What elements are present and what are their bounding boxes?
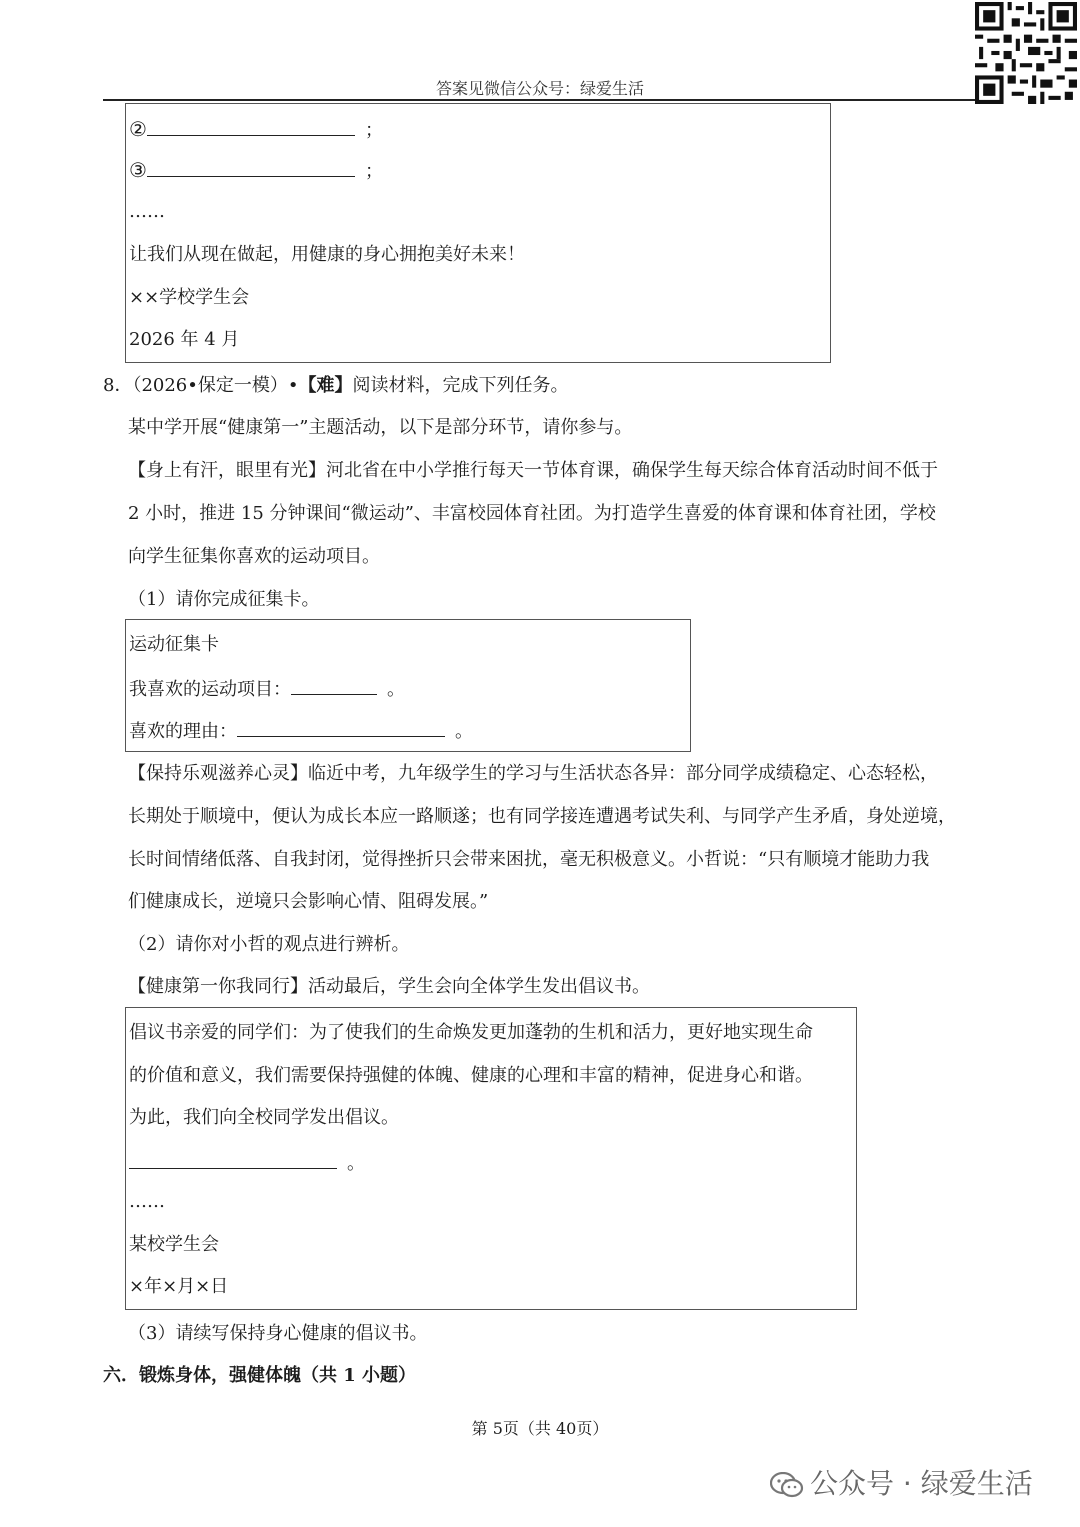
proposal-blank-line: 。: [129, 1150, 365, 1176]
wechat-icon: [770, 1472, 804, 1498]
page-number: 第 5页（共 40页）: [471, 1419, 609, 1438]
proposal-line-2: [129, 117, 383, 143]
difficulty-tag: 【难】: [298, 375, 353, 396]
proposal-line-1: 倡议书亲爱的同学们：为了使我们的生命焕发更加蓬勃的生机和活力，更好地实现生命: [129, 1022, 813, 1043]
proposal-line-3: [129, 158, 383, 184]
answer-blank[interactable]: [237, 718, 445, 737]
material-1-line-3: 向学生征集你喜欢的运动项目。: [128, 546, 380, 567]
sub-question-1: （1）请你完成征集卡。: [128, 589, 320, 610]
page-header: 答案见微信公众号：绿爱生活: [435, 79, 644, 98]
question-8-title: 8．（2026•保定一模）•【难】阅读材料，完成下列任务。: [103, 375, 569, 396]
card-item-line: 我喜欢的运动项目： 。: [129, 676, 405, 702]
material-2-line-3: 长时间情绪低落、自我封闭，觉得挫折只会带来困扰，毫无积极意义。小哲说：“只有顺境才能助力我: [128, 849, 930, 870]
answer-blank[interactable]: [129, 1150, 337, 1169]
answer-blank[interactable]: [291, 676, 377, 695]
proposal-slogan: 让我们从现在做起，用健康的身心拥抱美好未来！: [129, 244, 525, 265]
item-mark-2: ②: [129, 117, 147, 141]
material-2-line-1: 【保持乐观滋养心灵】临近中考，九年级学生的学习与生活状态各异：部分同学成绩稳定、心态轻松，: [128, 763, 938, 784]
card-title: 运动征集卡: [129, 634, 219, 655]
qr-code-icon: [975, 2, 1077, 104]
proposal-signature: 某校学生会: [129, 1234, 219, 1255]
line-end-mark: ；: [364, 120, 383, 141]
question-intro: 某中学开展“健康第一”主题活动，以下是部分环节，请你参与。: [128, 417, 633, 438]
proposal-date: 2026 年 4 月: [129, 329, 240, 350]
material-1-line-2: 2 小时，推进 15 分钟课间“微运动”、丰富校园体育社团。为打造学生喜爱的体育课和体育社团，学校: [128, 503, 936, 524]
material-1-line-1: 【身上有汗，眼里有光】河北省在中小学推行每天一节体育课，确保学生每天综合体育活动时间不低于: [128, 460, 938, 481]
material-3: 【健康第一你我同行】活动最后，学生会向全体学生发出倡议书。: [128, 976, 650, 997]
proposal-date: ×年×月×日: [129, 1276, 229, 1297]
ellipsis: ……: [129, 1191, 165, 1212]
sub-question-2: （2）请你对小哲的观点进行辨析。: [128, 934, 410, 955]
section-6-title: 六．锻炼身体，强健体魄（共 1 小题）: [103, 1365, 417, 1386]
material-2-line-4: 们健康成长，逆境只会影响心情、阻碍发展。”: [128, 891, 489, 912]
sub-question-3: （3）请续写保持身心健康的倡议书。: [128, 1323, 428, 1344]
answer-blank[interactable]: [147, 158, 355, 177]
proposal-line-2: 的价值和意义，我们需要保持强健的体魄、健康的心理和丰富的精神，促进身心和谐。: [129, 1065, 813, 1086]
card-reason-line: 喜欢的理由： 。: [129, 718, 473, 744]
answer-blank[interactable]: [147, 117, 355, 136]
material-2-line-2: 长期处于顺境中，便认为成长本应一路顺遂；也有同学接连遭遇考试失利、与同学产生矛盾，身处逆境，: [128, 806, 956, 827]
proposal-line-3: 为此，我们向全校同学发出倡议。: [129, 1107, 399, 1128]
ellipsis: ……: [129, 201, 165, 222]
line-end-mark: ；: [364, 161, 383, 182]
item-mark-3: ③: [129, 158, 147, 182]
header-rule: [103, 99, 975, 101]
wechat-watermark: 公众号 · 绿爱生活: [770, 1462, 1033, 1502]
proposal-signature: ××学校学生会: [129, 287, 250, 308]
